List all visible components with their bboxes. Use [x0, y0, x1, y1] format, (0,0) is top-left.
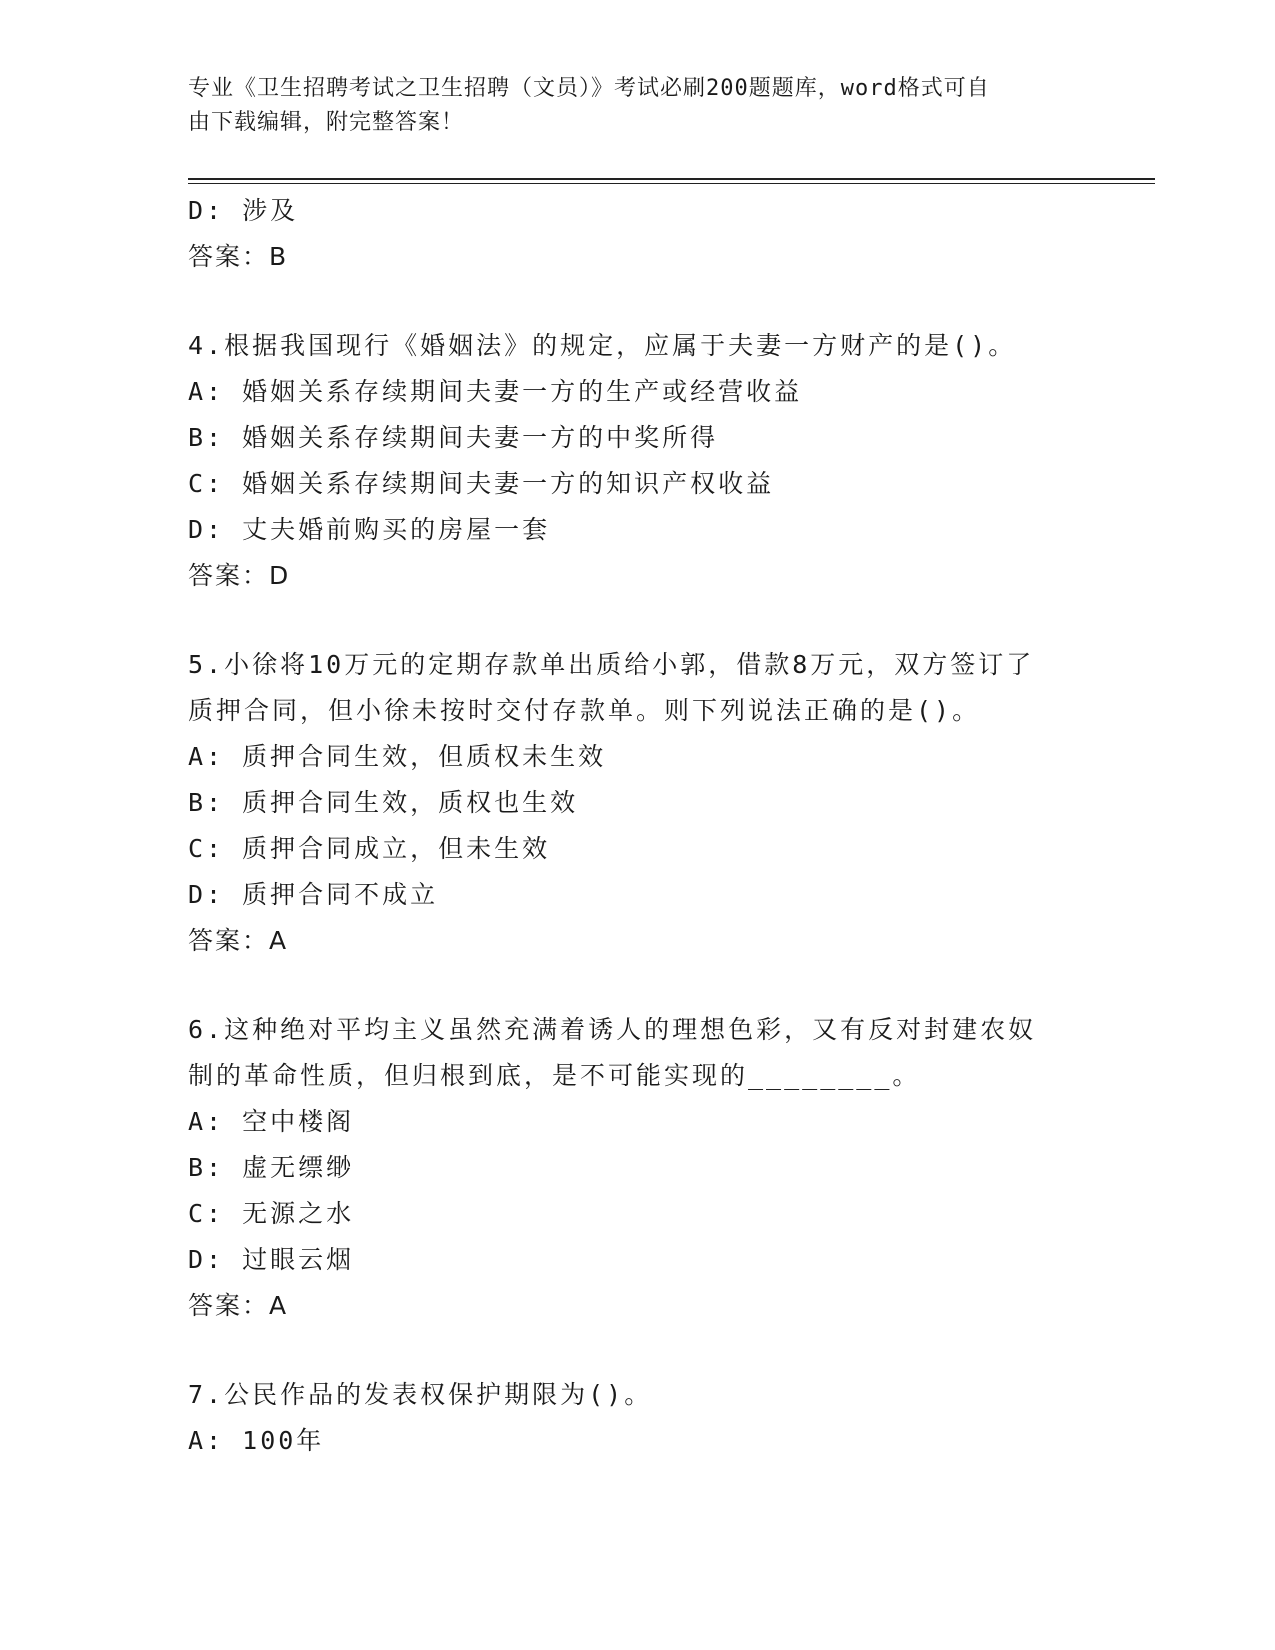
header-divider-thick	[188, 178, 1155, 180]
option-a: A: 100年	[188, 1426, 325, 1455]
question-5	[188, 642, 1088, 964]
option-c: C: 婚姻关系存续期间夫妻一方的知识产权收益	[188, 469, 775, 498]
header-line-2: 由下载编辑，附完整答案！	[188, 110, 465, 135]
question-6	[188, 1007, 1088, 1329]
option-a: A: 质押合同生效，但质权未生效	[188, 742, 607, 771]
header-divider-thin	[188, 183, 1155, 184]
question-stem: 制的革命性质，但归根到底，是不可能实现的________。	[188, 1061, 921, 1090]
answer: 答案：A	[188, 926, 289, 955]
document-header	[188, 72, 1068, 140]
question-7	[188, 1372, 1088, 1464]
question-4	[188, 323, 1088, 599]
option-c: C: 无源之水	[188, 1199, 355, 1228]
question-stem: 7.公民作品的发表权保护期限为()。	[188, 1380, 653, 1409]
option-c: C: 质押合同成立，但未生效	[188, 834, 551, 863]
option-a: A: 空中楼阁	[188, 1107, 355, 1136]
option-d: D: 过眼云烟	[188, 1245, 355, 1274]
question-stem: 5.小徐将10万元的定期存款单出质给小郭，借款8万元，双方签订了	[188, 650, 1035, 679]
option-d: D: 涉及	[188, 196, 299, 225]
answer: 答案：B	[188, 242, 289, 271]
option-d: D: 丈夫婚前购买的房屋一套	[188, 515, 551, 544]
document-body	[188, 188, 1088, 1464]
question-stem: 质押合同，但小徐未按时交付存款单。则下列说法正确的是()。	[188, 696, 981, 725]
option-b: B: 质押合同生效，质权也生效	[188, 788, 579, 817]
option-d: D: 质押合同不成立	[188, 880, 439, 909]
option-a: A: 婚姻关系存续期间夫妻一方的生产或经营收益	[188, 377, 803, 406]
answer: 答案：A	[188, 1291, 289, 1320]
header-line-1: 专业《卫生招聘考试之卫生招聘（文员）》考试必刷200题题库，word格式可自	[188, 76, 990, 101]
question-stem: 6.这种绝对平均主义虽然充满着诱人的理想色彩，又有反对封建农奴	[188, 1015, 1037, 1044]
question-stem: 4.根据我国现行《婚姻法》的规定，应属于夫妻一方财产的是()。	[188, 331, 1017, 360]
option-b: B: 虚无缥缈	[188, 1153, 355, 1182]
option-b: B: 婚姻关系存续期间夫妻一方的中奖所得	[188, 423, 719, 452]
answer: 答案：D	[188, 561, 291, 590]
